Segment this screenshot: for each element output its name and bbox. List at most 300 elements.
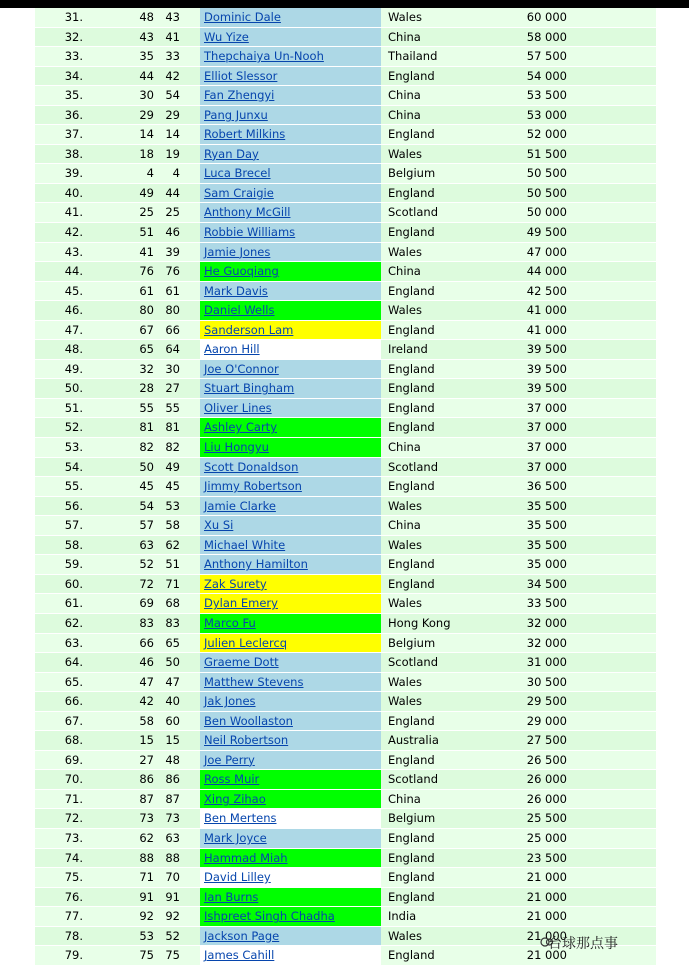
- nationality-cell: England: [388, 830, 435, 845]
- table-row: [35, 418, 656, 438]
- rank-cell: 47.: [64, 322, 83, 337]
- nationality-cell: Hong Kong: [388, 615, 451, 630]
- player-name-link[interactable]: Ian Burns: [204, 889, 259, 904]
- rank-cell: 65.: [64, 674, 83, 689]
- nationality-cell: Wales: [388, 537, 422, 552]
- prize-money-cell: 25 500: [526, 811, 567, 826]
- nationality-cell: England: [388, 68, 435, 83]
- player-name-link[interactable]: Dominic Dale: [204, 10, 281, 24]
- player-name-link[interactable]: Elliot Slessor: [204, 68, 278, 83]
- prize-money-cell: 26 500: [526, 752, 567, 767]
- seeding-cell: 76: [165, 264, 180, 279]
- player-name-link[interactable]: Jamie Jones: [204, 244, 271, 259]
- player-name-link[interactable]: Jamie Clarke: [204, 498, 276, 513]
- rank-cell: 35.: [64, 88, 83, 103]
- player-name-link[interactable]: Ishpreet Singh Chadha: [204, 909, 335, 924]
- player-name-link[interactable]: Ben Woollaston: [204, 713, 293, 728]
- prize-money-cell: 31 000: [526, 655, 567, 670]
- seeding-cell: 45: [165, 479, 180, 494]
- row-padding: [567, 477, 656, 496]
- previous-rank-cell: 43: [139, 29, 154, 44]
- rank-cell: 41.: [64, 205, 83, 220]
- table-row: [35, 301, 656, 321]
- table-row: [35, 145, 656, 165]
- row-padding: [567, 262, 656, 281]
- seeding-cell: 64: [165, 342, 180, 357]
- prize-money-cell: 32 000: [526, 635, 567, 650]
- player-name-link[interactable]: Joe Perry: [204, 752, 255, 767]
- previous-rank-cell: 49: [139, 185, 154, 200]
- player-name-link[interactable]: Daniel Wells: [204, 303, 275, 318]
- table-row: [35, 321, 656, 341]
- nationality-cell: Australia: [388, 733, 439, 748]
- seeding-cell: 49: [165, 459, 180, 474]
- rank-cell: 79.: [64, 948, 83, 963]
- table-row: [35, 86, 656, 106]
- seeding-cell: 42: [165, 68, 180, 83]
- player-name-link[interactable]: Hammad Miah: [204, 850, 288, 865]
- rank-cell: 54.: [64, 459, 83, 474]
- nationality-cell: Wales: [388, 674, 422, 689]
- player-name-link[interactable]: Sanderson Lam: [204, 322, 294, 337]
- prize-money-cell: 41 000: [526, 322, 567, 337]
- seeding-cell: 40: [165, 694, 180, 709]
- seeding-cell: 51: [165, 557, 180, 572]
- seeding-cell: 29: [165, 107, 180, 122]
- row-padding: [567, 790, 656, 809]
- seeding-cell: 53: [165, 498, 180, 513]
- player-name-link[interactable]: Pang Junxu: [204, 107, 268, 122]
- seeding-cell: 62: [165, 537, 180, 552]
- previous-rank-cell: 47: [139, 674, 154, 689]
- player-name-link[interactable]: Oliver Lines: [204, 400, 272, 415]
- player-name-link[interactable]: Mark Davis: [204, 283, 268, 298]
- player-name-cell: [200, 477, 381, 496]
- rank-cell: 76.: [64, 889, 83, 904]
- row-padding: [567, 203, 656, 222]
- previous-rank-cell: 73: [139, 811, 154, 826]
- previous-rank-cell: 42: [139, 694, 154, 709]
- rank-cell: 66.: [64, 694, 83, 709]
- prize-money-cell: 53 000: [526, 107, 567, 122]
- seeding-cell: 19: [165, 146, 180, 161]
- player-name-cell: [200, 868, 381, 887]
- row-padding: [567, 614, 656, 633]
- rank-cell: 50.: [64, 381, 83, 396]
- player-name-cell: [200, 653, 381, 672]
- seeding-cell: 65: [165, 635, 180, 650]
- player-name-link[interactable]: Joe O'Connor: [204, 361, 279, 376]
- row-padding: [567, 868, 656, 887]
- table-row: [35, 282, 656, 302]
- prize-money-cell: 39 500: [526, 381, 567, 396]
- row-padding: [567, 86, 656, 105]
- table-row: [35, 809, 656, 829]
- player-name-cell: [200, 614, 381, 633]
- prize-money-cell: 58 000: [526, 29, 567, 44]
- table-row: [35, 497, 656, 517]
- row-padding: [567, 849, 656, 868]
- prize-money-cell: 51 500: [526, 146, 567, 161]
- player-name-link[interactable]: Dylan Emery: [204, 596, 278, 611]
- previous-rank-cell: 25: [139, 205, 154, 220]
- row-padding: [567, 282, 656, 301]
- player-name-link[interactable]: Ashley Carty: [204, 420, 277, 435]
- player-name-cell: [200, 47, 381, 66]
- prize-money-cell: 47 000: [526, 244, 567, 259]
- nationality-cell: Wales: [388, 244, 422, 259]
- rank-cell: 75.: [64, 870, 83, 885]
- nationality-cell: England: [388, 850, 435, 865]
- nationality-cell: England: [388, 400, 435, 415]
- player-name-cell: [200, 536, 381, 555]
- row-padding: [567, 809, 656, 828]
- previous-rank-cell: 83: [139, 615, 154, 630]
- row-padding: [567, 379, 656, 398]
- seeding-cell: 80: [165, 303, 180, 318]
- player-name-link[interactable]: Neil Robertson: [204, 733, 289, 748]
- player-name-link[interactable]: Ross Muir: [204, 772, 260, 787]
- seeding-cell: 60: [165, 713, 180, 728]
- row-padding: [567, 399, 656, 418]
- row-padding: [567, 47, 656, 66]
- row-padding: [567, 770, 656, 789]
- previous-rank-cell: 76: [139, 264, 154, 279]
- seeding-cell: 92: [165, 909, 180, 924]
- player-name-cell: [200, 692, 381, 711]
- rank-cell: 34.: [64, 68, 83, 83]
- table-row: [35, 47, 656, 67]
- prize-money-cell: 50 500: [526, 185, 567, 200]
- prize-money-cell: 21 000: [526, 928, 567, 943]
- row-padding: [567, 829, 656, 848]
- table-row: [35, 555, 656, 575]
- nationality-cell: England: [388, 225, 435, 240]
- table-row: [35, 751, 656, 771]
- player-name-link[interactable]: Mark Joyce: [204, 830, 267, 845]
- row-padding: [567, 8, 656, 27]
- table-row: [35, 673, 656, 693]
- seeding-cell: 75: [165, 948, 180, 963]
- nationality-cell: Scotland: [388, 772, 438, 787]
- seeding-cell: 66: [165, 322, 180, 337]
- seeding-cell: 71: [165, 576, 180, 591]
- previous-rank-cell: 45: [139, 479, 154, 494]
- rank-cell: 43.: [64, 244, 83, 259]
- player-name-cell: [200, 516, 381, 535]
- nationality-cell: England: [388, 185, 435, 200]
- player-name-cell: [200, 243, 381, 262]
- previous-rank-cell: 35: [139, 49, 154, 64]
- row-padding: [567, 673, 656, 692]
- player-name-link[interactable]: Ben Mertens: [204, 811, 277, 826]
- player-name-link[interactable]: Luca Brecel: [204, 166, 271, 181]
- rank-cell: 39.: [64, 166, 83, 181]
- nationality-cell: Scotland: [388, 205, 438, 220]
- player-name-link[interactable]: Marco Fu: [204, 615, 256, 630]
- player-name-link[interactable]: Jackson Page: [204, 928, 280, 943]
- nationality-cell: Belgium: [388, 166, 436, 181]
- nationality-cell: England: [388, 283, 435, 298]
- player-name-cell: [200, 340, 381, 359]
- prize-money-cell: 41 000: [526, 303, 567, 318]
- player-name-link[interactable]: Wu Yize: [204, 29, 249, 44]
- table-row: [35, 243, 656, 263]
- prize-money-cell: 21 000: [526, 889, 567, 904]
- rank-cell: 45.: [64, 283, 83, 298]
- rank-cell: 58.: [64, 537, 83, 552]
- row-padding: [567, 340, 656, 359]
- previous-rank-cell: 75: [139, 948, 154, 963]
- table-row: [35, 106, 656, 126]
- table-row: [35, 536, 656, 556]
- row-padding: [567, 692, 656, 711]
- player-name-link[interactable]: Matthew Stevens: [204, 674, 304, 689]
- previous-rank-cell: 41: [139, 244, 154, 259]
- prize-money-cell: 35 500: [526, 537, 567, 552]
- table-row: [35, 594, 656, 614]
- table-row: [35, 438, 656, 458]
- row-padding: [567, 907, 656, 926]
- row-padding: [567, 555, 656, 574]
- prize-money-cell: 35 500: [526, 498, 567, 513]
- player-name-cell: [200, 86, 381, 105]
- rank-cell: 77.: [64, 909, 83, 924]
- previous-rank-cell: 71: [139, 870, 154, 885]
- nationality-cell: China: [388, 107, 421, 122]
- player-name-cell: [200, 223, 381, 242]
- row-padding: [567, 653, 656, 672]
- seeding-cell: 39: [165, 244, 180, 259]
- player-name-link[interactable]: Michael White: [204, 537, 286, 552]
- previous-rank-cell: 61: [139, 283, 154, 298]
- table-row: [35, 477, 656, 497]
- nationality-cell: England: [388, 127, 435, 142]
- nationality-cell: Belgium: [388, 635, 436, 650]
- rank-cell: 53.: [64, 440, 83, 455]
- rank-cell: 38.: [64, 146, 83, 161]
- player-name-cell: [200, 438, 381, 457]
- table-row: [35, 184, 656, 204]
- row-padding: [567, 438, 656, 457]
- table-row: [35, 849, 656, 869]
- player-name-cell: [200, 555, 381, 574]
- previous-rank-cell: 51: [139, 225, 154, 240]
- seeding-cell: 47: [165, 674, 180, 689]
- table-row: [35, 868, 656, 888]
- player-name-cell: [200, 360, 381, 379]
- player-name-cell: [200, 888, 381, 907]
- seeding-cell: 82: [165, 440, 180, 455]
- previous-rank-cell: 80: [139, 303, 154, 318]
- rank-cell: 36.: [64, 107, 83, 122]
- nationality-cell: England: [388, 576, 435, 591]
- row-padding: [567, 28, 656, 47]
- table-row: [35, 614, 656, 634]
- previous-rank-cell: 62: [139, 830, 154, 845]
- rank-cell: 31.: [64, 10, 83, 24]
- table-row: [35, 125, 656, 145]
- player-name-link[interactable]: Stuart Bingham: [204, 381, 295, 396]
- player-name-link[interactable]: Robert Milkins: [204, 127, 286, 142]
- seeding-cell: 41: [165, 29, 180, 44]
- player-name-link[interactable]: Fan Zhengyi: [204, 88, 275, 103]
- previous-rank-cell: 86: [139, 772, 154, 787]
- prize-money-cell: 54 000: [526, 68, 567, 83]
- previous-rank-cell: 82: [139, 440, 154, 455]
- nationality-cell: Wales: [388, 694, 422, 709]
- table-row: [35, 28, 656, 48]
- previous-rank-cell: 29: [139, 107, 154, 122]
- rank-cell: 78.: [64, 928, 83, 943]
- row-padding: [567, 634, 656, 653]
- row-padding: [567, 458, 656, 477]
- table-row: [35, 262, 656, 282]
- prize-money-cell: 37 000: [526, 400, 567, 415]
- player-name-cell: [200, 164, 381, 183]
- prize-money-cell: 25 000: [526, 830, 567, 845]
- table-row: [35, 692, 656, 712]
- rank-cell: 51.: [64, 400, 83, 415]
- rank-cell: 32.: [64, 29, 83, 44]
- nationality-cell: England: [388, 713, 435, 728]
- rank-cell: 37.: [64, 127, 83, 142]
- seeding-cell: 58: [165, 518, 180, 533]
- player-name-link[interactable]: James Cahill: [204, 948, 275, 963]
- nationality-cell: England: [388, 889, 435, 904]
- player-name-link[interactable]: Liu Hongyu: [204, 440, 269, 455]
- row-padding: [567, 751, 656, 770]
- row-padding: [567, 360, 656, 379]
- table-row: [35, 770, 656, 790]
- nationality-cell: England: [388, 870, 435, 885]
- rank-cell: 55.: [64, 479, 83, 494]
- nationality-cell: China: [388, 518, 421, 533]
- player-name-link[interactable]: He Guoqiang: [204, 264, 279, 279]
- seeding-cell: 33: [165, 49, 180, 64]
- rank-cell: 46.: [64, 303, 83, 318]
- table-row: [35, 203, 656, 223]
- player-name-cell: [200, 67, 381, 86]
- row-padding: [567, 145, 656, 164]
- player-name-cell: [200, 673, 381, 692]
- player-name-link[interactable]: Graeme Dott: [204, 655, 279, 670]
- table-row: [35, 458, 656, 478]
- nationality-cell: Wales: [388, 498, 422, 513]
- previous-rank-cell: 28: [139, 381, 154, 396]
- row-padding: [567, 536, 656, 555]
- rank-cell: 67.: [64, 713, 83, 728]
- seeding-cell: 4: [172, 166, 180, 181]
- previous-rank-cell: 91: [139, 889, 154, 904]
- player-name-link[interactable]: Jak Jones: [204, 694, 256, 709]
- seeding-cell: 86: [165, 772, 180, 787]
- previous-rank-cell: 46: [139, 655, 154, 670]
- previous-rank-cell: 15: [139, 733, 154, 748]
- prize-money-cell: 37 000: [526, 459, 567, 474]
- seeding-cell: 50: [165, 655, 180, 670]
- player-name-link[interactable]: Robbie Williams: [204, 225, 296, 240]
- previous-rank-cell: 87: [139, 791, 154, 806]
- player-name-cell: [200, 399, 381, 418]
- player-name-cell: [200, 184, 381, 203]
- player-name-link[interactable]: Scott Donaldson: [204, 459, 299, 474]
- prize-money-cell: 53 500: [526, 88, 567, 103]
- player-name-link[interactable]: Sam Craigie: [204, 185, 274, 200]
- player-name-link[interactable]: Aaron Hill: [204, 342, 260, 357]
- player-name-link[interactable]: Xing Zihao: [204, 791, 266, 806]
- seeding-cell: 68: [165, 596, 180, 611]
- previous-rank-cell: 50: [139, 459, 154, 474]
- row-padding: [567, 594, 656, 613]
- seeding-cell: 54: [165, 88, 180, 103]
- player-name-link[interactable]: Xu Si: [204, 518, 234, 533]
- player-name-link[interactable]: Anthony McGill: [204, 205, 291, 220]
- player-name-cell: [200, 145, 381, 164]
- prize-money-cell: 57 500: [526, 49, 567, 64]
- row-padding: [567, 321, 656, 340]
- table-row: [35, 888, 656, 908]
- row-padding: [567, 575, 656, 594]
- rank-cell: 74.: [64, 850, 83, 865]
- player-name-link[interactable]: Julien Leclercq: [204, 635, 288, 650]
- row-padding: [567, 497, 656, 516]
- player-name-link[interactable]: David Lilley: [204, 870, 271, 885]
- nationality-cell: England: [388, 479, 435, 494]
- prize-money-cell: 27 500: [526, 733, 567, 748]
- player-name-cell: [200, 927, 381, 946]
- row-padding: [567, 125, 656, 144]
- player-name-cell: [200, 907, 381, 926]
- table-row: [35, 8, 656, 28]
- nationality-cell: England: [388, 948, 435, 963]
- player-name-link[interactable]: Anthony Hamilton: [204, 557, 308, 572]
- nationality-cell: England: [388, 557, 435, 572]
- seeding-cell: 91: [165, 889, 180, 904]
- nationality-cell: Wales: [388, 928, 422, 943]
- player-name-cell: [200, 106, 381, 125]
- rank-cell: 73.: [64, 830, 83, 845]
- nationality-cell: Wales: [388, 596, 422, 611]
- prize-money-cell: 26 000: [526, 791, 567, 806]
- nationality-cell: England: [388, 361, 435, 376]
- row-padding: [567, 184, 656, 203]
- table-row: [35, 634, 656, 654]
- rank-cell: 42.: [64, 225, 83, 240]
- prize-money-cell: 35 000: [526, 557, 567, 572]
- prize-money-cell: 35 500: [526, 518, 567, 533]
- nationality-cell: China: [388, 440, 421, 455]
- player-name-link[interactable]: Thepchaiya Un-Nooh: [204, 49, 324, 64]
- player-name-link[interactable]: Jimmy Robertson: [204, 479, 302, 494]
- table-row: [35, 164, 656, 184]
- player-name-cell: [200, 575, 381, 594]
- player-name-cell: [200, 321, 381, 340]
- row-padding: [567, 164, 656, 183]
- nationality-cell: China: [388, 264, 421, 279]
- prize-money-cell: 29 000: [526, 713, 567, 728]
- nationality-cell: England: [388, 381, 435, 396]
- player-name-link[interactable]: Zak Surety: [204, 576, 267, 591]
- top-status-bar: [0, 0, 689, 8]
- rank-cell: 57.: [64, 518, 83, 533]
- prize-money-cell: 42 500: [526, 283, 567, 298]
- prize-money-cell: 21 000: [526, 948, 567, 963]
- player-name-link[interactable]: Ryan Day: [204, 146, 259, 161]
- seeding-cell: 46: [165, 225, 180, 240]
- player-name-cell: [200, 712, 381, 731]
- seeding-cell: 25: [165, 205, 180, 220]
